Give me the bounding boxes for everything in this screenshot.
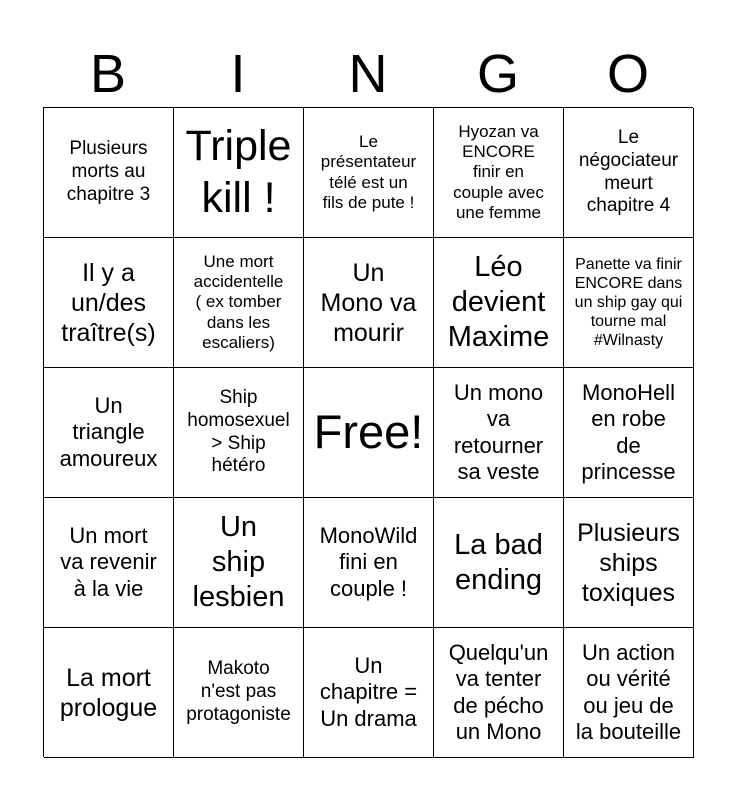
header-letter-n: N [348, 44, 388, 104]
bingo-cell-r5c4[interactable] [434, 628, 564, 758]
bingo-cell-r5c3[interactable] [304, 628, 434, 758]
cell-text: Un mono va retourner sa veste [453, 379, 544, 484]
cell-text: Un chapitre = Un drama [319, 652, 418, 731]
cell-text: Il y a un/des traître(s) [61, 258, 156, 347]
cell-text: Léo devient Maxime [447, 251, 550, 353]
bingo-cell-r3c1[interactable] [44, 368, 174, 498]
bingo-cell-r2c5[interactable] [564, 238, 694, 368]
header-letter-i: I [230, 44, 246, 104]
bingo-cell-r5c2[interactable] [174, 628, 304, 758]
bingo-cell-r2c4[interactable] [434, 238, 564, 368]
cell-text: Un ship lesbien [192, 511, 285, 613]
cell-text: MonoWild fini en couple ! [319, 522, 418, 601]
bingo-cell-r4c4[interactable] [434, 498, 564, 628]
cell-text: Le négociateur meurt chapitre 4 [578, 126, 679, 217]
bingo-cell-r2c1[interactable] [44, 238, 174, 368]
bingo-board [43, 107, 693, 757]
bingo-cell-r1c5[interactable] [564, 108, 694, 238]
cell-text: Hyozan va ENCORE finir en couple avec une femme [453, 121, 544, 223]
cell-text: Plusieurs morts au chapitre 3 [66, 138, 151, 205]
cell-text: Panette va finir ENCORE dans un ship gay qui tourne mal #Wilnasty [574, 255, 683, 350]
bingo-cell-r1c1[interactable] [44, 108, 174, 238]
cell-text: Un action ou vérité ou jeu de la bouteille [575, 639, 682, 744]
cell-text: Makoto n'est pas protagoniste [186, 658, 291, 725]
bingo-cell-r4c3[interactable] [304, 498, 434, 628]
cell-text: Plusieurs ships toxiques [577, 518, 680, 607]
cell-text: Un Mono va mourir [320, 258, 417, 347]
bingo-cell-r1c4[interactable] [434, 108, 564, 238]
bingo-cell-r3c2[interactable] [174, 368, 304, 498]
header-letter-o: O [606, 44, 649, 104]
bingo-cell-r3c3[interactable] [304, 368, 434, 498]
cell-text: Triple kill ! [185, 121, 292, 222]
bingo-cell-r4c2[interactable] [174, 498, 304, 628]
bingo-cell-r2c3[interactable] [304, 238, 434, 368]
cell-text: La mort prologue [59, 663, 158, 722]
cell-text: Une mort accidentelle ( ex tomber dans les escaliers) [193, 251, 284, 353]
bingo-cell-r5c1[interactable] [44, 628, 174, 758]
bingo-cell-r1c3[interactable] [304, 108, 434, 238]
bingo-cell-r5c5[interactable] [564, 628, 694, 758]
header-letter-g: G [476, 44, 519, 104]
cell-text: Ship homosexuel > Ship hétéro [187, 386, 290, 477]
cell-text: MonoHell en robe de princesse [581, 379, 676, 484]
free-space: Free! [313, 405, 424, 459]
cell-text: Quelqu'un va tenter de pécho un Mono [448, 639, 549, 744]
cell-text: La bad ending [454, 528, 543, 596]
cell-text: Un triangle amoureux [59, 392, 158, 471]
header-letter-b: B [89, 44, 127, 104]
bingo-cell-r3c4[interactable] [434, 368, 564, 498]
cell-text: Le présentateur télé est un fils de pute ! [320, 131, 417, 212]
bingo-header [43, 40, 693, 108]
bingo-cell-r4c5[interactable] [564, 498, 694, 628]
bingo-cell-r1c2[interactable] [174, 108, 304, 238]
cell-text: Un mort va revenir à la vie [60, 522, 157, 601]
bingo-cell-r3c5[interactable] [564, 368, 694, 498]
bingo-cell-r2c2[interactable] [174, 238, 304, 368]
bingo-cell-r4c1[interactable] [44, 498, 174, 628]
